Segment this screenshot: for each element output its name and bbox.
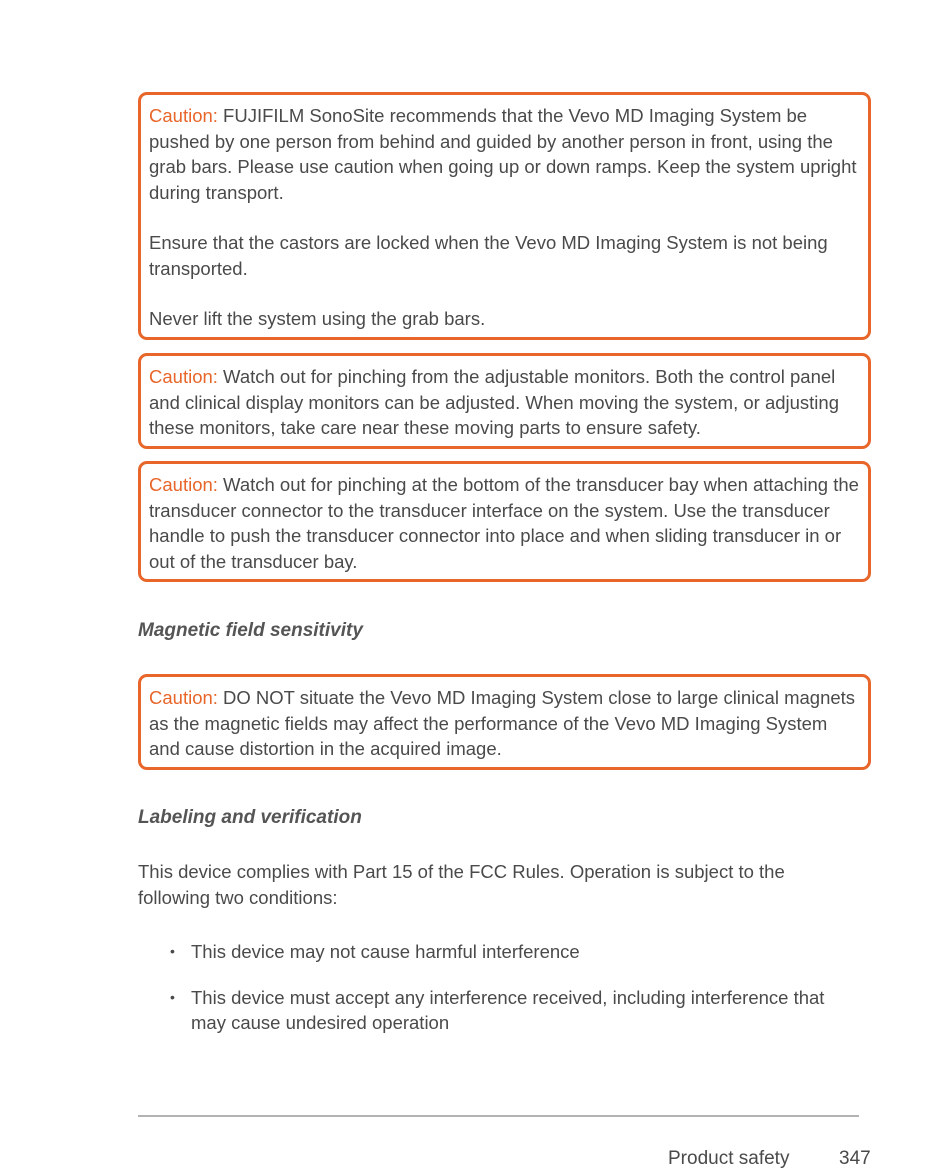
caution-paragraph	[149, 472, 860, 574]
list-item-text: This device may not cause harmful interference	[191, 941, 580, 962]
caution-label: Caution:	[149, 474, 218, 495]
caution-label: Caution:	[149, 366, 218, 387]
caution-box-transducer-bay	[138, 461, 871, 582]
footer-section-title: Product safety	[668, 1148, 790, 1169]
heading-labeling: Labeling and verification	[138, 807, 362, 828]
bullet-icon: •	[170, 943, 175, 959]
caution-label: Caution:	[149, 105, 218, 126]
caution-text: Watch out for pinching at the bottom of the transducer bay when attaching the transducer connector to the transducer interface on the system. Use the transducer handle to push the transducer connector into place and when sliding transducer in or out of the transducer bay.	[149, 474, 859, 572]
heading-magnetic-field: Magnetic field sensitivity	[138, 620, 363, 641]
caution-paragraph	[149, 364, 860, 441]
caution-box-monitors	[138, 353, 871, 449]
caution-label: Caution:	[149, 687, 218, 708]
caution-text: FUJIFILM SonoSite recommends that the Vevo MD Imaging System be pushed by one person from behind and guided by another person in front, using the grab bars. Please use caution when going up or down ramps. Keep the system upright during transport.	[149, 105, 857, 203]
caution-box-transport	[138, 92, 871, 340]
caution-paragraph: Ensure that the castors are locked when the Vevo MD Imaging System is not being transported.	[149, 232, 828, 279]
list-item	[138, 939, 858, 965]
caution-paragraph: Never lift the system using the grab bars.	[149, 308, 486, 329]
bullet-icon: •	[170, 988, 175, 1005]
page-number: 347	[839, 1148, 871, 1169]
caution-paragraph	[149, 103, 860, 205]
list-item	[138, 985, 858, 1036]
footer-divider	[138, 1115, 859, 1117]
conditions-list	[138, 939, 858, 1056]
caution-paragraph	[149, 685, 860, 762]
caution-box-magnets	[138, 674, 871, 770]
caution-text: DO NOT situate the Vevo MD Imaging System close to large clinical magnets as the magnetic fields may affect the performance of the Vevo MD Imaging System and cause distortion in the acquired image.	[149, 687, 856, 759]
caution-text: Watch out for pinching from the adjustable monitors. Both the control panel and clinical display monitors can be adjusted. When moving the system, or adjusting these monitors, take care near these moving parts to ensure safety.	[149, 366, 839, 438]
list-item-text: This device must accept any interference received, including interference that may cause undesired operation	[191, 986, 825, 1033]
fcc-paragraph: This device complies with Part 15 of the FCC Rules. Operation is subject to the following two conditions:	[138, 861, 785, 908]
